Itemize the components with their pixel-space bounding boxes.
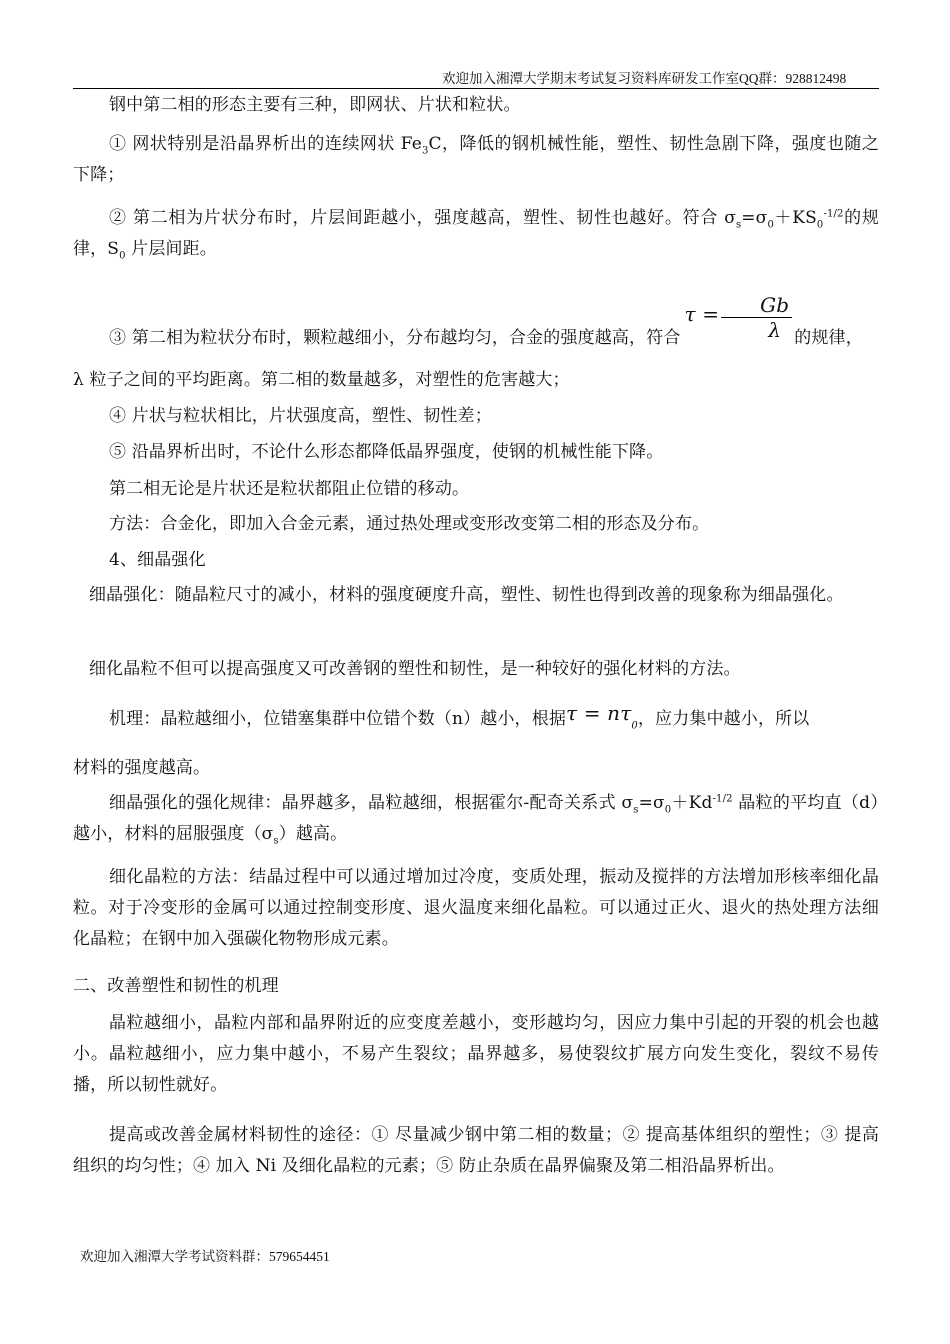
paragraph-second-phase-intro: 钢中第二相的形态主要有三种，即网状、片状和粒状。 <box>109 95 521 115</box>
paragraph-lamellar-vs-granular: ④ 片状与粒状相比，片状强度高，塑性、韧性差； <box>109 406 492 426</box>
page-header: 欢迎加入湘潭大学期末考试复习资料库研发工作室QQ群：928812498 <box>442 71 847 86</box>
paragraph-fine-grain-def: 细晶强化：随晶粒尺寸的减小，材料的强度硬度升高，塑性、韧性也得到改善的现象称为细晶强化。 <box>89 585 844 605</box>
header-rule <box>73 88 879 89</box>
paragraph-hall-petch: 细晶强化的强化规律：晶界越多，晶粒越细，根据霍尔-配奇关系式 $\sigma_s=\sigma_0+Kd^{-1/2}$ 晶粒的平均直（d）越小，材料的屈服强度$(\sigma_s)$越高。 <box>73 793 879 847</box>
paragraph-granular: ③ 第二相为粒状分布时，颗粒越细小，分布越均匀，合金的强度越高，符合τ = $\frac{Gb}{\lambda}$ 的规律， <box>109 293 863 348</box>
paragraph-mechanism: 机理：晶粒越细小，位错塞集群中位错个数（n）越小，根据$\tau = n\tau_0$，应力集中越小，所以 <box>109 701 810 732</box>
orowan-formula-fraction: $\frac{Gb}{\lambda}$ <box>721 293 792 342</box>
paragraph-lambda-def: λ 粒子之间的平均距离。第二相的数量越多，对塑性的危害越大； <box>73 370 570 390</box>
paragraph-refinement-methods: 细化晶粒的方法：结晶过程中可以通过增加过冷度，变质处理，振动及搅拌的方法增加形核率细化晶粒。对于冷变形的金属可以通过控制变形度、退火温度来细化晶粒。可以通过正火、退火的热处理方法细化晶粒；在钢中加入强碳化物物形成元素。 <box>73 867 879 949</box>
pileup-formula: τ = nτ <box>566 701 632 725</box>
section-heading-plasticity: 二、改善塑性和韧性的机理 <box>73 976 279 996</box>
orowan-formula-lhs: τ = <box>684 302 720 326</box>
paragraph-method: 方法：合金化，即加入合金元素，通过热处理或变形改变第二相的形态及分布。 <box>109 514 710 534</box>
paragraph-dislocation: 第二相无论是片状还是粒状都阻止位错的移动。 <box>109 479 470 499</box>
paragraph-toughness-routes: 提高或改善金属材料韧性的途径：① 尽量减少钢中第二相的数量；② 提高基体组织的塑性；③ 提高组织的均匀性；④ 加入 Ni 及细化晶粒的元素；⑤ 防止杂质在晶界偏聚及第二相沿晶界析出。 <box>73 1125 879 1176</box>
paragraph-fine-grain-benefit: 细化晶粒不但可以提高强度又可改善钢的塑性和韧性，是一种较好的强化材料的方法。 <box>89 659 741 679</box>
paragraph-grain-boundary: ⑤ 沿晶界析出时，不论什么形态都降低晶界强度，使钢的机械性能下降。 <box>109 442 664 462</box>
paragraph-mechanism-cont: 材料的强度越高。 <box>73 758 211 778</box>
paragraph-network: ① 网状特别是沿晶界析出的连续网状 $Fe_3C$，降低的钢机械性能，塑性、韧性急剧下降，强度也随之下降； <box>73 134 880 185</box>
paragraph-plasticity-mechanism: 晶粒越细小，晶粒内部和晶界附近的应变度差越小，变形越均匀，因应力集中引起的开裂的机会也越小。晶粒越细小，应力集中越小，不易产生裂纹；晶界越多，易使裂纹扩展方向发生变化，裂纹不易传播，所以韧性就好。 <box>73 1013 879 1095</box>
section-heading-fine-grain: 4、细晶强化 <box>109 550 206 570</box>
page-footer: 欢迎加入湘潭大学考试资料群：579654451 <box>80 1249 330 1264</box>
paragraph-lamellar: ② 第二相为片状分布时，片层间距越小，强度越高，塑性、韧性也越好。符合 $\sigma_s=\sigma_0+KS_0^{-1/2}$的规律，$S_0$ 片层间距。 <box>73 208 879 262</box>
